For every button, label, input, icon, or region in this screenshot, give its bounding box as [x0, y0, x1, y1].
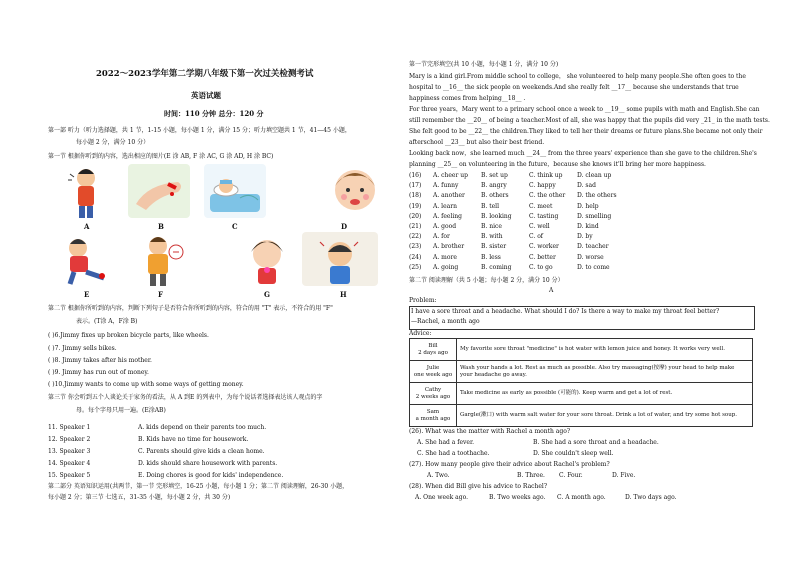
choice-option: A. another — [433, 192, 465, 200]
opinion-item: B. Kids have no time for housework. — [138, 436, 249, 443]
advice-author: Cathy 2 weeks ago — [410, 383, 457, 405]
choice-option: C. meet — [529, 202, 553, 210]
table-row — [410, 339, 753, 361]
passage-line: For three years，Mary went to a primary school once a week to __19__ some pupils with math and English.She can — [409, 106, 760, 113]
choice-option: D. smelling — [577, 212, 612, 220]
advice-text: My favorite sore throat "medicine" is hot water with lemon juice and honey. It works very well. — [457, 339, 753, 361]
section3-heading-cont: 母。每个字母只用一遍。(E涂AB) — [76, 407, 166, 414]
q27-option-c: C. Four. — [559, 472, 583, 479]
list-item: ( )9. Jimmy has run out of money. — [48, 369, 149, 376]
table-row — [410, 383, 753, 405]
q26-option-c: C. She had a toothache. — [417, 450, 490, 457]
choice-number: (20) — [409, 212, 422, 220]
choice-number: (25) — [409, 263, 422, 271]
picture-label-c: C — [232, 222, 238, 231]
choice-option: B. sister — [481, 243, 507, 251]
problem-text: I have a sore throat and a headache. What should I do? Is there a way to make my throat feel better? — [411, 308, 720, 315]
choice-number: (23) — [409, 243, 422, 251]
list-item: ( )6.Jimmy fixes up broken bicycle parts, like wheels. — [48, 332, 209, 339]
choice-option: A. good — [433, 223, 457, 230]
choice-option: C. tasting — [529, 212, 559, 220]
choice-option: C. to go — [529, 263, 553, 271]
advice-author: Bill 2 days ago — [410, 339, 457, 361]
passage-line: hospital to __16__ the sick people on weekends.And she really felt __17__ because she understands that true — [409, 84, 739, 91]
choice-option: A. cheer up — [433, 172, 468, 179]
q28-option-c: C. A month ago. — [557, 494, 606, 501]
choice-option: B. others — [481, 192, 509, 200]
choice-option: D. teacher — [577, 243, 609, 251]
part2-heading-cont: 每小题 2 分；第三节 七选五，31-35 小题，每小题 2 分，共 30 分) — [48, 494, 231, 501]
choice-option: D. help — [577, 202, 599, 210]
speaker-item: 13. Speaker 3 — [48, 448, 91, 455]
choice-option: A. more — [433, 253, 457, 261]
cut-finger-icon — [128, 164, 190, 218]
section3-heading: 第三节 你会听到五个人谈论关于家务的看法，从 A 到E 的列表中，为每个说话者选择表达该人观点的字 — [48, 394, 323, 401]
q28-option-a: A. One week ago. — [415, 494, 469, 501]
q26-option-d: D. She couldn't sleep well. — [533, 450, 614, 457]
opinion-item: E. Doing chores is good for kids' independence. — [138, 472, 284, 479]
stomachache-boy-icon — [56, 164, 118, 220]
choice-option: C. think up — [529, 172, 563, 179]
passage-letter: A — [549, 287, 554, 294]
question-28: (28). When did Bill give his advice to Rachel? — [409, 483, 548, 490]
choice-number: (24) — [409, 253, 422, 261]
table-row — [410, 405, 753, 427]
choice-option: B. looking — [481, 212, 512, 220]
choice-option: C. well — [529, 223, 550, 230]
choice-option: B. tell — [481, 202, 500, 210]
choice-option: A. going — [433, 263, 459, 271]
choice-option: C. better — [529, 253, 556, 261]
section2-heading-cont: 表示。(T涂 A，F涂 B) — [76, 318, 138, 325]
q27-option-d: D. Five. — [612, 472, 636, 479]
exam-title: 2022～2023学年第二学期八年级下第一次过关检测考试 — [96, 69, 314, 79]
q27-option-a: A. Two. — [427, 472, 450, 479]
list-item: ( )10.Jimmy wants to come up with some ways of getting money. — [48, 381, 244, 388]
picture-a — [56, 164, 118, 218]
section2-heading: 第二节 根据你所听到的内容，判断下列句子是否符合你所听到的内容，符合的用 "T" 表示，不符合的用 "F" — [48, 305, 333, 312]
problem-signature: —Rachel, a month ago — [411, 318, 480, 325]
choice-number: (16) — [409, 172, 422, 179]
choice-number: (18) — [409, 192, 422, 200]
q28-option-d: D. Two days ago. — [625, 494, 677, 501]
section1-heading: 第一节 根据你听到的内容，选出相应的图片(E 涂 AB, F 涂 AC, G 涂 AD, H 涂 BC) — [48, 153, 274, 160]
speaker-item: 12. Speaker 2 — [48, 436, 91, 443]
picture-label-a: A — [84, 222, 90, 231]
hurt-knee-boy-icon — [56, 232, 118, 288]
cloze-heading: 第一节完形填空(共 10 小题，每小题 1 分，满分 10 分) — [409, 61, 559, 68]
choice-number: (19) — [409, 202, 422, 210]
choice-option: C. happy — [529, 182, 556, 190]
q26-option-a: A. She had a fever. — [417, 439, 475, 446]
advice-text: Gargle(漱口) with warm salt water for your sore throat. Drink a lot of water, and try some hot soup. — [457, 405, 753, 427]
advice-text: Take medicine as early as possible (可能的). Keep warm and get a lot of rest. — [457, 383, 753, 405]
sick-in-bed-icon — [204, 164, 266, 218]
speaker-item: 15. Speaker 5 — [48, 472, 91, 479]
choice-option: C. of — [529, 233, 544, 241]
picture-label-f: F — [158, 290, 163, 299]
choice-option: D. to come — [577, 263, 610, 271]
advice-author: Julie one week ago — [410, 361, 457, 383]
passage-line: She felt good to be __22__ the children.They liked to tell her their dreams or future plans.She became not only their — [409, 128, 763, 135]
choice-option: D. the others — [577, 192, 617, 200]
choice-option: C. the other — [529, 192, 566, 200]
choice-option: B. less — [481, 253, 501, 261]
q27-option-b: B. Three. — [517, 472, 545, 479]
question-27: (27). How many people give their advice about Rachel's problem? — [409, 461, 610, 468]
speaker-item: 14. Speaker 4 — [48, 460, 91, 467]
picture-c — [204, 164, 266, 218]
picture-e — [56, 232, 118, 286]
choice-option: B. angry — [481, 182, 507, 190]
picture-g — [236, 232, 298, 286]
exam-time: 时间：110 分钟 总分：120 分 — [164, 109, 264, 118]
choice-number: (17) — [409, 182, 422, 190]
choice-option: A. brother — [433, 243, 465, 251]
opinion-item: C. Parents should give kids a clean home. — [138, 448, 265, 455]
q26-option-b: B. She had a sore throat and a headache. — [533, 439, 659, 446]
advice-author: Sam a month ago — [410, 405, 457, 427]
passage-line: still remember the __20__ of being a teacher.Most of all, she was happy that the pupils did very _21_ in the math tests. — [409, 117, 770, 124]
part1-heading-cont: 每小题 2 分，满分 10 分） — [76, 139, 150, 146]
problem-label: Problem: — [409, 297, 437, 304]
choice-option: D. worse — [577, 253, 604, 261]
picture-f — [128, 232, 190, 286]
choice-option: D. kind — [577, 223, 599, 230]
question-26: (26). What was the matter with Rachel a month ago? — [409, 428, 571, 435]
choice-option: B. nice — [481, 223, 502, 230]
part2-heading: 第二部分 英语知识运用(共两节，第一节 完形填空，16-25 小题，每小题 1 分；第二节 阅读理解，26-30 小题， — [48, 483, 349, 490]
list-item: ( )7. Jimmy sells bikes. — [48, 345, 117, 352]
choice-option: A. feeling — [433, 212, 463, 220]
passage-line: afterschool __23__ but also their best friend. — [409, 139, 545, 146]
picture-label-b: B — [158, 222, 164, 231]
opinion-item: A. kids depend on their parents too much. — [138, 424, 267, 431]
picture-d — [324, 164, 386, 218]
choice-option: C. worker — [529, 243, 559, 251]
passage-line: Looking back now，she learned much __24__ from the three years' experience than she gave to the children.She's — [409, 150, 757, 157]
stomach-pain-boy-icon — [128, 232, 190, 288]
choice-option: D. by — [577, 233, 593, 241]
picture-label-g: G — [264, 290, 270, 299]
picture-b — [128, 164, 190, 218]
list-item: ( )8. Jimmy takes after his mother. — [48, 357, 152, 364]
choice-option: A. funny — [433, 182, 459, 190]
toothache-girl-icon — [324, 164, 386, 220]
choice-option: D. sad — [577, 182, 596, 190]
speaker-item: 11. Speaker 1 — [48, 424, 91, 431]
choice-number: (21) — [409, 223, 422, 230]
picture-label-h: H — [340, 290, 347, 299]
reading-heading: 第二节 阅读理解（共 5 小题；每小题 2 分，满分 10 分） — [409, 277, 564, 284]
picture-h — [302, 232, 378, 286]
advice-table — [409, 338, 753, 427]
sore-throat-girl-icon — [236, 232, 298, 288]
picture-label-d: D — [341, 222, 348, 231]
opinion-item: D. kids should share housework with parents. — [138, 460, 278, 467]
part1-heading: 第一部 听力（听力选择题，共 1 节，1-15 小题，每小题 1 分，满分 15 分；听力填空题共 1 节，41—45 小题， — [48, 127, 351, 134]
advice-label: Advice: — [409, 330, 432, 337]
passage-line: planning __25__ on volunteering in the future，because she knows it'll bring her more happiness. — [409, 161, 706, 168]
table-row — [410, 361, 753, 383]
choice-option: B. with — [481, 233, 503, 241]
passage-line: Mary is a kind girl.From middle school to college， she volunteered to help many people.She often goes to the — [409, 73, 746, 80]
q28-option-b: B. Two weeks ago. — [489, 494, 546, 501]
headache-boy-icon — [302, 232, 378, 288]
passage-line: happiness comes from helping__18__ . — [409, 95, 526, 102]
choice-option: A. for — [433, 233, 450, 241]
choice-option: A. learn — [433, 202, 457, 210]
choice-option: B. coming — [481, 263, 512, 271]
exam-subtitle: 英语试题 — [191, 91, 221, 100]
choice-option: D. clean up — [577, 172, 612, 179]
picture-label-e: E — [84, 290, 90, 299]
advice-text: Wash your hands a lot. Rest as much as possible. Also try massaging(按摩) your head to help make your headache go away. — [457, 361, 753, 383]
choice-option: B. set up — [481, 172, 508, 179]
choice-number: (22) — [409, 233, 422, 241]
